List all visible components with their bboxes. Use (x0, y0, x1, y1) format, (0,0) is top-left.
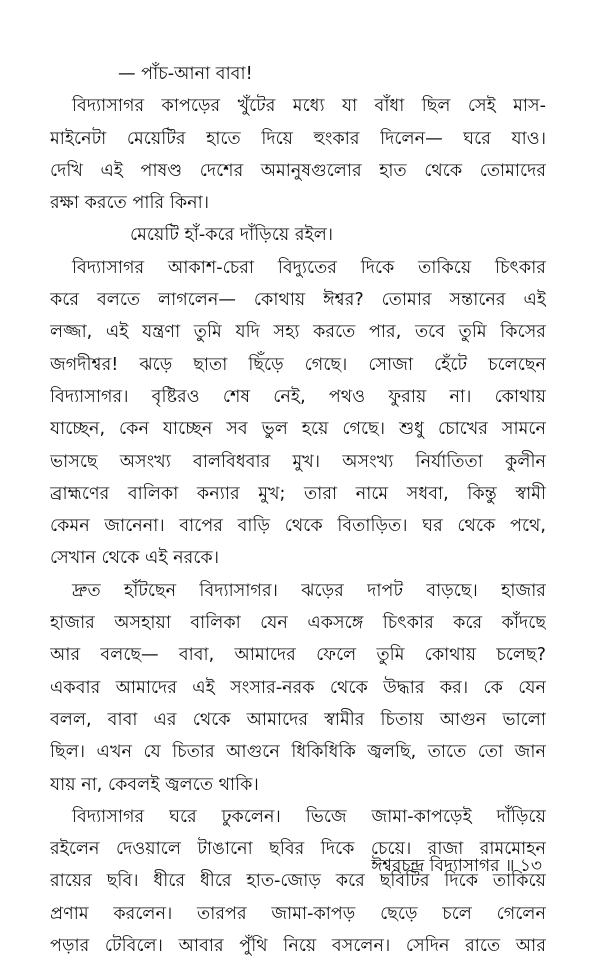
text-line: ভাসছে অসংখ্য বালবিধবার মুখ। অসংখ্য নির্যাতিতা কুলীন (50, 451, 546, 472)
body-text (50, 58, 546, 962)
text-line: যাচ্ছেন, কেন যাচ্ছেন সব ভুল হয়ে গেছে। শুধু চোখের সামনে (50, 419, 546, 440)
text-line: কেমন জানেনা। বাপের বাড়ি থেকে বিতাড়িত। ঘর থেকে পথে, (50, 516, 546, 537)
text-line: মাইনেটা মেয়েটির হাতে দিয়ে হুংকার দিলেন— ঘরে যাও। (50, 128, 546, 149)
text-line: বিদ্যাসাগর। বৃষ্টিরও শেষ নেই, পথও ফুরায় না। কোথায় (50, 386, 546, 407)
text-line: সেখান থেকে এই নরকে। (50, 548, 219, 569)
running-title: ঈশ্বরচন্দ্র বিদ্যাসাগর (371, 856, 500, 876)
text-line: বিদ্যাসাগর ঘরে ঢুকলেন। ভিজে জামা-কাপড়েই দাঁড়িয়ে (72, 806, 546, 827)
text-line: আর বলছে— বাবা, আমাদের ফেলে তুমি কোথায় চলেছ? (50, 645, 546, 666)
text-line: বিদ্যাসাগর আকাশ-চেরা বিদ্যুতের দিকে তাকিয়ে চিৎকার (72, 257, 546, 278)
text-line: লজ্জা, এই যন্ত্রণা তুমি যদি সহ্য করতে পার, তবে তুমি কিসের (50, 322, 546, 343)
text-line: — পাঁচ-আনা বাবা! (118, 64, 253, 84)
footer-separator: ॥ (504, 856, 515, 876)
text-line: বলল, বাবা এর থেকে আমাদের স্বামীর চিতায় আগুন ভালো (50, 709, 546, 730)
page-footer (371, 853, 542, 881)
text-line: যায় না, কেবলই জ্বলতে থাকি। (50, 774, 259, 795)
text-line: দেখি এই পাষণ্ড দেশের অমানুষগুলোর হাত থেকে তোমাদের (50, 160, 546, 181)
text-line: একবার আমাদের এই সংসার-নরক থেকে উদ্ধার কর। কে যেন (50, 677, 546, 698)
text-line: মেয়েটি হাঁ-করে দাঁড়িয়ে রইল। (130, 225, 334, 246)
text-line: প্রণাম করলেন। তারপর জামা-কাপড় ছেড়ে চলে গেলেন (50, 903, 546, 924)
text-line: ব্রাহ্মণের বালিকা কন্যার মুখ; তারা নামে সধবা, কিন্তু স্বামী (50, 483, 546, 504)
text-line: করে বলতে লাগলেন— কোথায় ঈশ্বর? তোমার সন্তানের এই (50, 290, 546, 311)
text-line: বিদ্যাসাগর কাপড়ের খুঁটের মধ্যে যা বাঁধা ছিল সেই মাস- (72, 96, 546, 117)
text-line: রইলেন দেওয়ালে টাঙানো ছবির দিকে চেয়ে। রাজা রামমোহন (50, 839, 546, 860)
text-line: দ্রুত হাঁটছেন বিদ্যাসাগর। ঝড়ের দাপট বাড়ছে। হাজার (72, 580, 546, 601)
text-line: রক্ষা করতে পারি কিনা। (50, 193, 210, 214)
text-line: পড়ার টেবিলে। আবার পুঁথি নিয়ে বসলেন। সেদিন রাতে আর (50, 936, 546, 957)
page-number: ১৩ (519, 856, 542, 876)
text-line: রায়ের ছবি। ধীরে ধীরে হাত-জোড় করে ছবিটির দিকে তাকিয়ে (50, 871, 546, 892)
text-line: হাজার অসহায়া বালিকা যেন একসঙ্গে চিৎকার করে কাঁদছে (50, 613, 546, 634)
text-line: ছিল। এখন যে চিতার আগুনে ধিকিধিকি জ্বলছি, তাতে তো জান (50, 742, 546, 763)
text-line: জগদীশ্বর! ঝড়ে ছাতা ছিঁড়ে গেছে। সোজা হেঁটে চলেছেন (50, 354, 546, 375)
